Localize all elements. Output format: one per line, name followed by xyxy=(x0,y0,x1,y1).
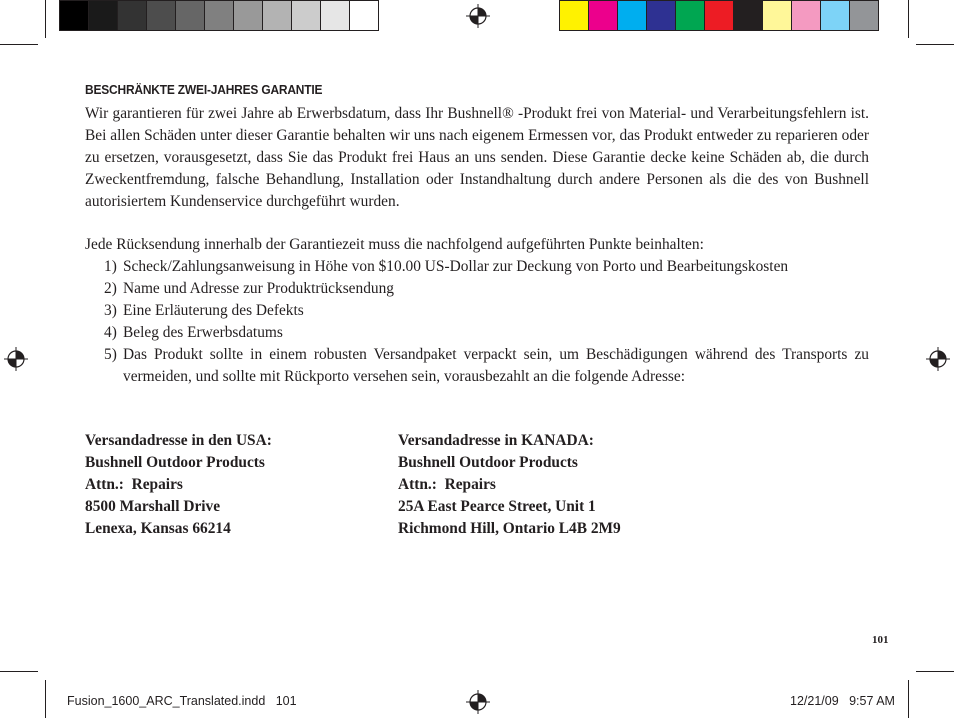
color-swatch xyxy=(59,0,89,31)
list-item xyxy=(104,322,869,344)
address-city: Lenexa, Kansas 66214 xyxy=(85,520,231,537)
color-swatch xyxy=(588,0,618,31)
color-swatch xyxy=(291,0,321,31)
file-slug: Fusion_1600_ARC_Translated.indd 101 xyxy=(67,694,297,708)
address-city: Richmond Hill, Ontario L4B 2M9 xyxy=(398,520,621,537)
color-swatch xyxy=(559,0,589,31)
registration-mark-icon xyxy=(4,347,28,371)
date-slug: 12/21/09 9:57 AM xyxy=(790,694,895,708)
list-item xyxy=(104,256,869,278)
crop-mark xyxy=(0,44,38,45)
address-label: Versandadresse in KANADA: xyxy=(398,432,594,449)
list-item-number: 3) xyxy=(104,302,117,319)
crop-mark xyxy=(45,680,46,718)
color-swatch xyxy=(791,0,821,31)
color-swatch xyxy=(617,0,647,31)
crop-mark xyxy=(908,680,909,718)
color-swatch xyxy=(320,0,350,31)
list-item-number: 1) xyxy=(104,258,117,275)
warranty-paragraph: Wir garantieren für zwei Jahre ab Erwerbsdatum, dass Ihr Bushnell® -Produkt frei von Material- und Verarbeitungsfehlern ist. Bei allen Schäden unter dieser Garantie behalten wir uns nach eigenem Ermessen vor, das Produkt entweder zu reparieren oder zu ersetzen, vorausgesetzt, dass Sie das Produkt frei Haus an uns senden. Diese Garantie decke keine Schäden ab, die durch Zweckentfremdung, falsche Behandlung, Installation oder Instandhaltung durch andere Personen als die des von Bushnell autorisiertem Kundenservice durchgeführt wurden. xyxy=(85,105,869,210)
color-swatch xyxy=(675,0,705,31)
color-swatch xyxy=(820,0,850,31)
registration-mark-icon xyxy=(466,690,490,714)
color-swatch xyxy=(204,0,234,31)
address-label: Versandadresse in den USA: xyxy=(85,432,272,449)
color-swatch xyxy=(146,0,176,31)
registration-mark-icon xyxy=(926,347,950,371)
list-item-text: Name und Adresse zur Produktrücksendung xyxy=(123,280,394,297)
color-swatch xyxy=(88,0,118,31)
list-item-number: 5) xyxy=(104,346,117,363)
color-swatch xyxy=(704,0,734,31)
list-item-number: 2) xyxy=(104,280,117,297)
color-swatch xyxy=(117,0,147,31)
registration-mark-icon xyxy=(466,4,490,28)
warranty-heading: BESCHRÄNKTE ZWEI-JAHRES GARANTIE xyxy=(85,82,323,97)
address-attn: Attn.: Repairs xyxy=(398,476,496,493)
process-color-bar xyxy=(559,0,878,32)
address-company: Bushnell Outdoor Products xyxy=(398,454,578,471)
crop-mark xyxy=(908,0,909,38)
color-swatch xyxy=(349,0,379,31)
color-swatch xyxy=(233,0,263,31)
crop-mark xyxy=(916,671,954,672)
list-item-text: Beleg des Erwerbsdatums xyxy=(123,324,283,341)
address-company: Bushnell Outdoor Products xyxy=(85,454,265,471)
shipping-address-usa xyxy=(85,430,272,540)
shipping-address-canada xyxy=(398,430,621,540)
color-swatch xyxy=(646,0,676,31)
color-swatch xyxy=(733,0,763,31)
color-swatch xyxy=(849,0,879,31)
list-item-text: Scheck/Zahlungsanweisung in Höhe von $10.00 US-Dollar zur Deckung von Porto und Bearbeitungskosten xyxy=(123,258,789,275)
list-item-text: Das Produkt sollte in einem robusten Versandpaket verpackt sein, um Beschädigungen während des Transports zu vermeiden, und sollte mit Rückporto versehen sein, vorausbezahlt an die folgende Adresse: xyxy=(123,346,869,385)
list-item-number: 4) xyxy=(104,324,117,341)
return-requirements-intro: Jede Rücksendung innerhalb der Garantiezeit muss die nachfolgend aufgeführten Punkte beinhalten: xyxy=(85,236,704,253)
crop-mark xyxy=(916,44,954,45)
page-number: 101 xyxy=(872,634,889,646)
list-item xyxy=(104,300,869,322)
color-swatch xyxy=(175,0,205,31)
list-item xyxy=(104,344,869,388)
list-item xyxy=(104,278,869,300)
crop-mark xyxy=(0,671,38,672)
color-swatch xyxy=(262,0,292,31)
address-street: 8500 Marshall Drive xyxy=(85,498,221,515)
grayscale-color-bar xyxy=(59,0,378,32)
address-street: 25A East Pearce Street, Unit 1 xyxy=(398,498,596,515)
list-item-text: Eine Erläuterung des Defekts xyxy=(123,302,304,319)
address-attn: Attn.: Repairs xyxy=(85,476,183,493)
return-requirements-list xyxy=(104,256,869,388)
color-swatch xyxy=(762,0,792,31)
crop-mark xyxy=(45,0,46,38)
